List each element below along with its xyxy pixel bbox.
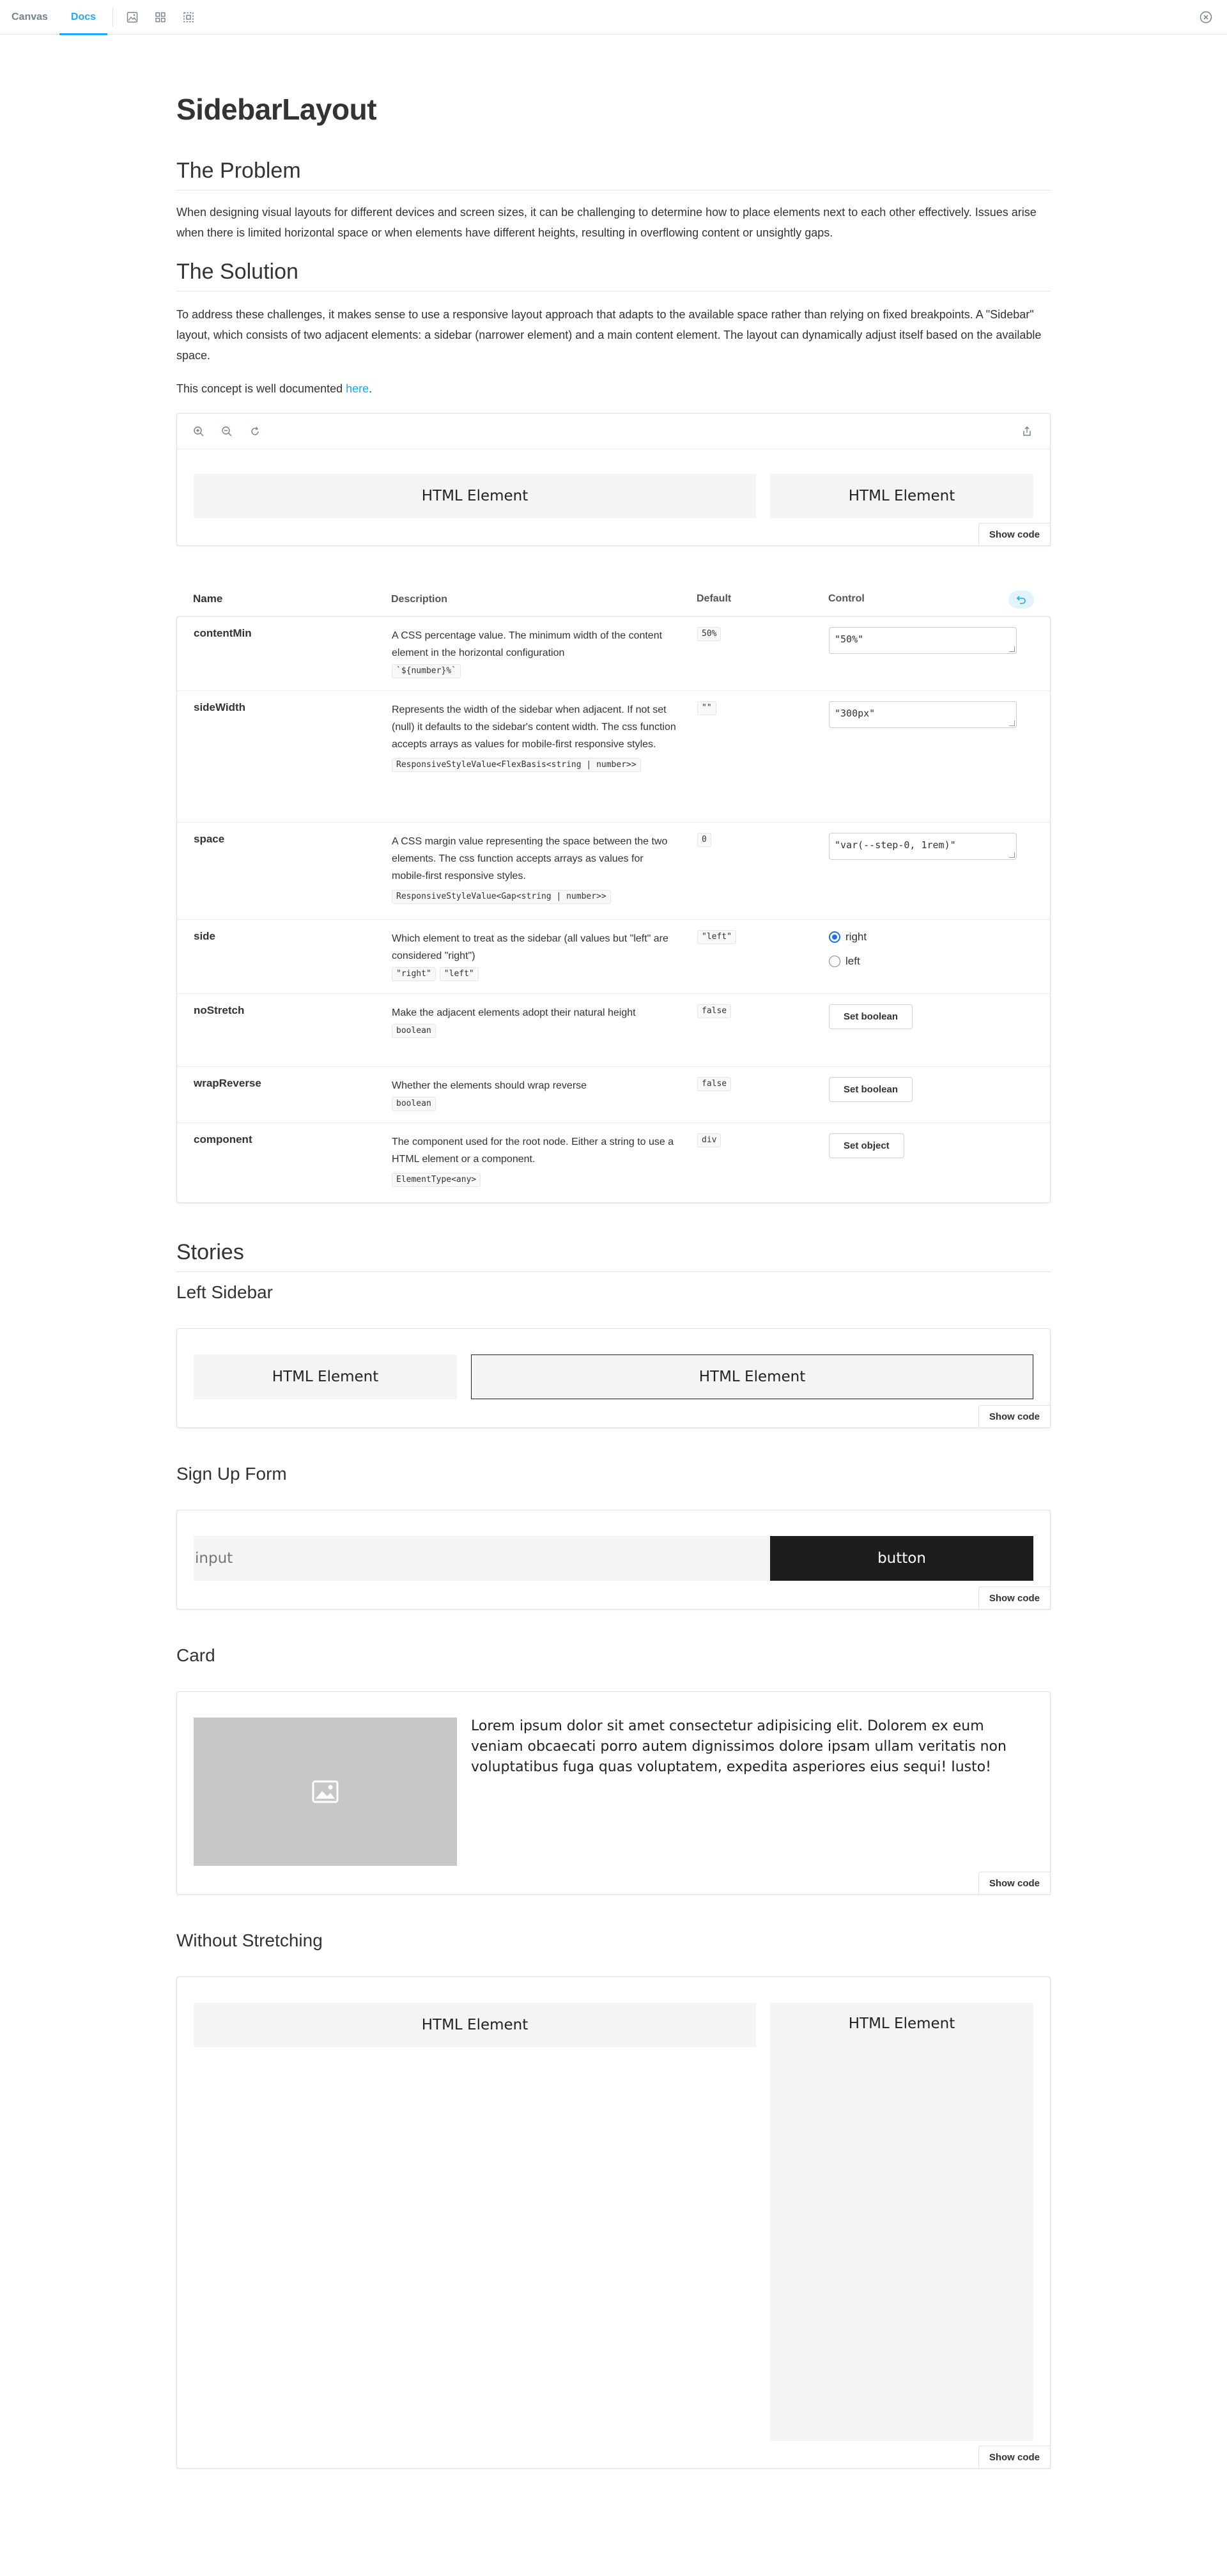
- story-no-stretch-preview: [176, 1976, 1051, 2469]
- table-row: [177, 1123, 1050, 1202]
- main-element: HTML Element: [194, 474, 756, 518]
- type-badge: boolean: [392, 1097, 436, 1111]
- default-badge: "left": [697, 930, 736, 944]
- type-badge: "left": [440, 967, 479, 981]
- description-text: Whether the elements should wrap reverse: [392, 1080, 587, 1091]
- tab-docs[interactable]: Docs: [59, 0, 107, 35]
- arg-default: [697, 1004, 829, 1057]
- image-placeholder-icon: [194, 1718, 457, 1866]
- default-badge: false: [697, 1077, 731, 1091]
- type-badge: boolean: [392, 1024, 436, 1038]
- radio-button[interactable]: [829, 956, 840, 967]
- table-row: [177, 823, 1050, 920]
- story-left-sidebar-preview: [176, 1328, 1051, 1428]
- description-text: Make the adjacent elements adopt their natural height: [392, 1007, 636, 1018]
- arg-default: [697, 627, 829, 681]
- top-toolbar: [0, 0, 1227, 35]
- default-badge: 0: [697, 833, 711, 847]
- canvas-preview: [176, 413, 1051, 546]
- arg-default: [697, 1133, 829, 1193]
- main-element: HTML Element: [194, 2003, 756, 2047]
- space-input[interactable]: "var(--step-0, 1rem)": [829, 833, 1017, 860]
- preview-toolbar: [177, 414, 1050, 449]
- image-icon[interactable]: [118, 0, 146, 35]
- arg-description: [392, 1004, 697, 1057]
- story-title-left-sidebar: Left Sidebar: [176, 1282, 273, 1302]
- description-text: A CSS margin value representing the space between the two elements. The css function accepts arrays as values for mobile-first responsive styles.: [392, 836, 668, 881]
- type-badge: "right": [392, 967, 436, 981]
- problem-text: When designing visual layouts for different devices and screen sizes, it can be challenging to determine how to place elements next to each other effectively. Issues arise when there is limited horizontal space or when elements have different heights, resulting in overflowing content or unsightly gaps.: [176, 206, 1037, 239]
- problem-heading: The Problem: [176, 159, 1051, 190]
- zoom-in-icon[interactable]: [185, 417, 213, 446]
- signup-button[interactable]: button: [770, 1536, 1033, 1581]
- arg-description: [392, 930, 697, 984]
- arg-name: sideWidth: [194, 701, 246, 713]
- arg-name: contentMin: [194, 627, 252, 639]
- type-badge: ResponsiveStyleValue<Gap<string | number>>: [392, 890, 611, 904]
- set-boolean-button[interactable]: Set boolean: [829, 1077, 913, 1102]
- radio-button[interactable]: [829, 931, 840, 943]
- story-signup-preview: [176, 1510, 1051, 1610]
- default-badge: 50%: [697, 627, 721, 641]
- side-radio-right[interactable]: [829, 925, 1033, 949]
- show-code-button[interactable]: Show code: [978, 2446, 1051, 2469]
- type-badge: ResponsiveStyleValue<FlexBasis<string | number>>: [392, 758, 641, 772]
- arg-default: [697, 833, 829, 910]
- page-title: SidebarLayout: [176, 93, 377, 126]
- story-card-preview: [176, 1691, 1051, 1895]
- sidewidth-input[interactable]: "300px": [829, 701, 1017, 728]
- args-table: [176, 582, 1051, 1203]
- toolbar-divider: [112, 8, 113, 27]
- arg-name: side: [194, 930, 216, 942]
- arg-description: [392, 833, 697, 910]
- close-icon[interactable]: [1195, 6, 1217, 28]
- arg-control: [829, 1004, 1033, 1057]
- reset-controls-icon[interactable]: [1008, 591, 1034, 609]
- show-code-button[interactable]: Show code: [978, 1872, 1051, 1895]
- table-row: [177, 1067, 1050, 1123]
- arg-control: [829, 1077, 1033, 1113]
- set-boolean-button[interactable]: Set boolean: [829, 1004, 913, 1029]
- arg-description: [392, 701, 697, 813]
- story-title-without-stretching: Without Stretching: [176, 1930, 323, 1950]
- arg-control: [829, 925, 1033, 984]
- arg-name: component: [194, 1133, 252, 1145]
- default-badge: false: [697, 1004, 731, 1018]
- stories-heading: Stories: [176, 1240, 1051, 1272]
- zoom-out-icon[interactable]: [213, 417, 241, 446]
- share-icon[interactable]: [1013, 417, 1041, 446]
- concept-end: .: [369, 382, 373, 395]
- sidebar-element: HTML Element: [770, 474, 1033, 518]
- arg-name: space: [194, 833, 225, 845]
- arg-description: [392, 1133, 697, 1193]
- arg-control: [829, 1133, 1033, 1193]
- contentmin-input[interactable]: "50%": [829, 627, 1017, 654]
- solution-heading: The Solution: [176, 260, 1051, 291]
- arg-default: [697, 1077, 829, 1113]
- radio-label: right: [845, 931, 867, 943]
- concept-text: This concept is well documented: [176, 382, 346, 395]
- show-code-button[interactable]: Show code: [978, 1405, 1051, 1428]
- table-row: [177, 691, 1050, 823]
- description-text: Represents the width of the sidebar when adjacent. If not set (null) it defaults to the sidebar's content width. The css function accepts arrays as values for mobile-first responsive styles.: [392, 704, 676, 750]
- main-element: HTML Element: [471, 1354, 1033, 1399]
- header-name: Name: [193, 593, 223, 605]
- table-row: [177, 920, 1050, 994]
- story-title-signup: Sign Up Form: [176, 1464, 287, 1484]
- description-text: The component used for the root node. Either a string to use a HTML element or a component.: [392, 1137, 674, 1165]
- description-text: Which element to treat as the sidebar (all values but "left" are considered "right"): [392, 933, 668, 961]
- header-control: Control: [828, 593, 865, 604]
- grid-icon[interactable]: [146, 0, 174, 35]
- arg-control: [829, 627, 1033, 681]
- args-table-header: [176, 582, 1051, 616]
- story-title-card: Card: [176, 1645, 215, 1665]
- arg-name: noStretch: [194, 1004, 245, 1016]
- here-link[interactable]: here: [346, 382, 369, 395]
- arg-description: [392, 627, 697, 681]
- outline-icon[interactable]: [174, 0, 203, 35]
- arg-default: [697, 701, 829, 813]
- card-text: Lorem ipsum dolor sit amet consectetur adipisicing elit. Dolorem ex eum veniam obcaecati porro autem dignissimos dolore ipsam ullam veritatis non voluptatibus fuga quas voluptatem, expedita asperiores eius sequi! Iusto!: [471, 1718, 1007, 1775]
- header-description: Description: [391, 593, 448, 605]
- arg-name: wrapReverse: [194, 1077, 261, 1089]
- default-badge: "": [697, 701, 716, 715]
- arg-control: [829, 833, 1033, 910]
- default-badge: div: [697, 1133, 721, 1147]
- side-radio-left[interactable]: [829, 949, 1033, 974]
- zoom-reset-icon[interactable]: [241, 417, 269, 446]
- arg-default: [697, 930, 829, 984]
- description-text: A CSS percentage value. The minimum width of the content element in the horizontal configuration: [392, 630, 663, 658]
- args-table-body: [176, 616, 1051, 1203]
- show-code-button[interactable]: Show code: [978, 523, 1051, 546]
- tab-canvas[interactable]: Canvas: [12, 12, 48, 22]
- docs-content: [176, 35, 1051, 2469]
- header-default: Default: [697, 593, 732, 604]
- set-object-button[interactable]: Set object: [829, 1133, 904, 1158]
- signup-input[interactable]: input: [194, 1536, 770, 1581]
- arg-control: [829, 701, 1033, 813]
- show-code-button[interactable]: Show code: [978, 1587, 1051, 1610]
- solution-text: To address these challenges, it makes sense to use a responsive layout approach that adapts to the available space rather than relying on fixed breakpoints. A "Sidebar" layout, which consists of two adjacent elements: a sidebar (narrower element) and a main content element. The layout can dynamically adjust itself based on the available space.: [176, 308, 1042, 362]
- table-row: [177, 617, 1050, 691]
- sidebar-element: HTML Element: [194, 1354, 457, 1399]
- concept-paragraph: [176, 378, 1051, 399]
- type-badge: `${number}%`: [392, 664, 461, 678]
- arg-description: [392, 1077, 697, 1113]
- table-row: [177, 994, 1050, 1067]
- type-badge: ElementType<any>: [392, 1173, 481, 1187]
- sidebar-element: HTML Element: [770, 2003, 1033, 2441]
- radio-label: left: [845, 955, 860, 967]
